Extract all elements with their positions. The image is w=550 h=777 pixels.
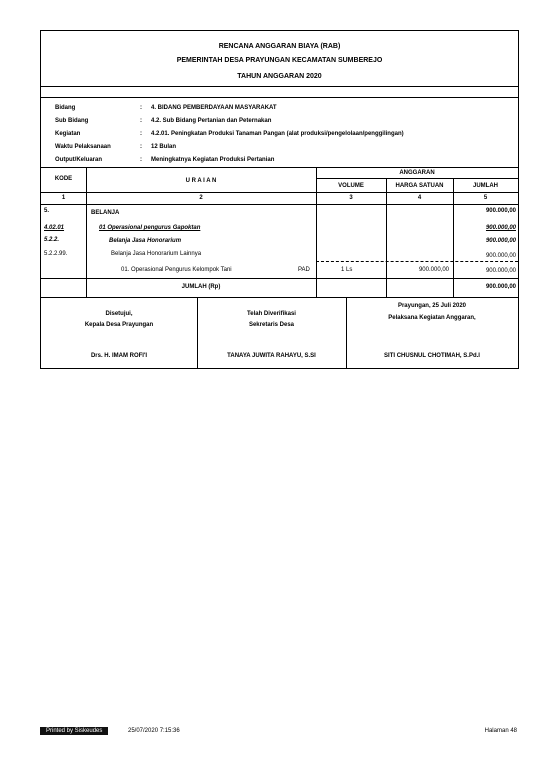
approver-title: Disetujui, <box>105 311 133 317</box>
executor-position: Pelaksana Kegiatan Anggaran, <box>388 315 476 321</box>
table-cell-jumlah: 900.000,00 <box>485 238 516 244</box>
col-number: 4 <box>417 195 422 201</box>
approver-name: Drs. H. IMAM ROFI'I <box>90 353 148 359</box>
doc-year: TAHUN ANGGARAN 2020 <box>237 73 322 80</box>
page-footer <box>40 727 517 735</box>
table-cell-sumber: PAD <box>298 267 310 273</box>
table-cell-jumlah: 900.000,00 <box>485 208 516 214</box>
col-number: 1 <box>61 195 66 201</box>
col-header-harga-satuan: HARGA SATUAN <box>395 183 444 189</box>
divider <box>41 97 518 98</box>
executor-name: SITI CHUSNUL CHOTIMAH, S.Pd.I <box>384 353 480 359</box>
col-header-jumlah: JUMLAH <box>473 183 498 189</box>
table-cell-uraian: Belanja Jasa Honorarium <box>109 238 182 244</box>
table-cell-uraian: 01 Operasional pengurus Gapoktan <box>99 225 201 231</box>
col-number: 2 <box>199 195 203 201</box>
col-number: 5 <box>483 195 488 201</box>
printed-by-badge: Printed by Siskeudes <box>40 727 108 735</box>
table-cell-kode: 5. <box>44 208 50 214</box>
place-date: Prayungan, 25 Juli 2020 <box>397 303 467 309</box>
table-cell-jumlah: 900.000,00 <box>485 253 516 259</box>
doc-subtitle: PEMERINTAH DESA PRAYUNGAN KECAMATAN SUMBEREJO <box>176 57 383 64</box>
table-cell-kode: 4.02.01 <box>44 225 65 231</box>
rab-document: RENCANA ANGGARAN BIAYA (RAB) PEMERINTAH DESA PRAYUNGAN KECAMATAN SUMBEREJO TAHUN ANGGARAN 2020 Bidang : 4. BIDANG PEMBERDAYAAN MASYARAKAT Sub Bidang : 4.2. Sub Bidang Pertanian dan Peternakan Kegiatan : 4.2.01. Peningkatan Produksi Tanaman Pangan (alat produksi/pengelolaan/penggilingan) Waktu Pelaksanaan : 12 Bulan Output/Keluaran : Meningkatnya Kegiatan Produksi Pertanian KODE U R A I A N ANGGARAN VOLUME HARGA SATUAN JUMLAH 1 2 3 4 5 5. BELANJA 900.000,00 4.02.01 01 Operasional pengurus Gapoktan 900.000,00 5.2.2. Belanja Jasa Honorarium 900.000,00 5.2.2.99. Belanja Jasa Honorarium Lainnya 900.000,00 01. Operasional Pengurus Kelompok Tani PAD 1 Ls 900.000,00 900.000,00 JUMLAH (Rp) 900.000,00 Disetujui, Kepala Desa Prayungan Drs. H. IMAM ROFI'I Telah Diverifikasi Sekretaris Desa TANAYA JUWITA RAHAYU, S.SI Prayungan, 25 Juli 2020 Pelaksana Kegiatan Anggaran, SITI CHUSNUL CHOTIMAH, S.Pd.I <box>40 30 519 369</box>
print-date: 25/07/2020 7:15:36 <box>128 728 180 734</box>
table-cell-uraian: 01. Operasional Pengurus Kelompok Tani <box>121 267 232 273</box>
col-header-kode: KODE <box>54 176 73 182</box>
table-cell-kode: 5.2.2.99. <box>44 251 68 257</box>
table-cell-jumlah: 900.000,00 <box>485 225 516 231</box>
divider <box>41 86 518 87</box>
table-cell-jumlah: 900.000,00 <box>485 268 516 274</box>
table-cell-volume: 1 Ls <box>341 267 353 273</box>
col-header-anggaran: ANGGARAN <box>399 170 435 176</box>
total-label: JUMLAH (Rp) <box>181 284 221 290</box>
col-number: 3 <box>349 195 353 201</box>
verifier-title: Telah Diverifikasi <box>247 311 296 317</box>
col-header-uraian: U R A I A N <box>185 178 217 184</box>
total-value: 900.000,00 <box>485 284 516 290</box>
col-header-volume: VOLUME <box>338 183 364 189</box>
doc-title: RENCANA ANGGARAN BIAYA (RAB) <box>218 43 341 50</box>
approver-position: Kepala Desa Prayungan <box>84 322 154 328</box>
table-cell-uraian: BELANJA <box>91 210 120 216</box>
table-cell-kode: 5.2.2. <box>44 237 60 243</box>
table-cell-uraian: Belanja Jasa Honorarium Lainnya <box>111 251 202 257</box>
verifier-name: TANAYA JUWITA RAHAYU, S.SI <box>227 353 316 359</box>
table-cell-harga: 900.000,00 <box>418 267 449 273</box>
page-number: Halaman 48 <box>484 728 517 734</box>
verifier-position: Sekretaris Desa <box>248 322 295 328</box>
